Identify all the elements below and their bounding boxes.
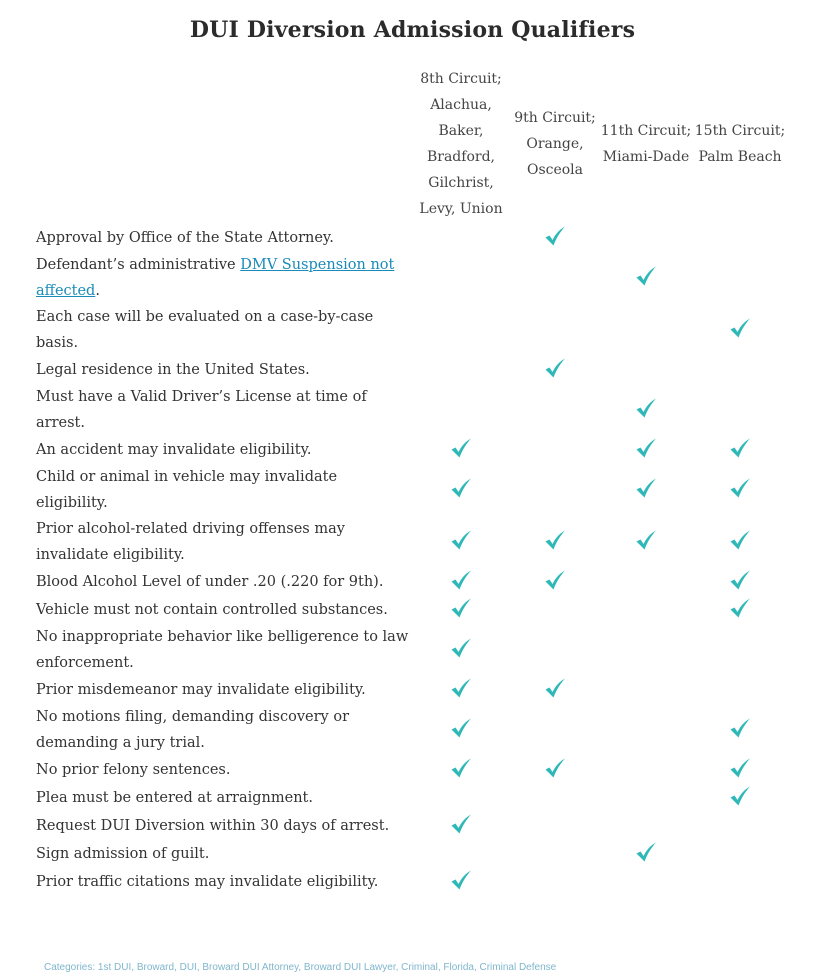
table-row (36, 840, 788, 868)
criterion-cell (36, 840, 412, 868)
check-cell (412, 868, 510, 896)
criterion-cell (36, 596, 412, 624)
table-row (36, 436, 788, 464)
criterion-cell (36, 464, 412, 516)
check-cell (510, 304, 600, 356)
criterion-text: Request DUI Diversion within 30 days of arrest. (36, 818, 390, 834)
criterion-text-end: . (95, 283, 100, 299)
check-cell (600, 356, 692, 384)
checkmark-icon (449, 676, 473, 700)
check-cell (412, 624, 510, 676)
checkmark-icon (449, 568, 473, 592)
check-cell (600, 464, 692, 516)
criterion-text: Defendant’s administrative (36, 257, 241, 273)
checkmark-icon (449, 756, 473, 780)
categories-footer: Categories: 1st DUI, Broward, DUI, Broward DUI Attorney, Broward DUI Lawyer, Criminal, Florida, Criminal Defense (44, 962, 557, 973)
criterion-text: No motions filing, demanding discovery or demanding a jury trial. (36, 709, 349, 751)
checkmark-icon (449, 528, 473, 552)
check-cell (412, 304, 510, 356)
qualifiers-table (36, 66, 788, 896)
checkmark-icon (449, 636, 473, 660)
criterion-cell (36, 756, 412, 784)
check-cell (510, 624, 600, 676)
table-row (36, 304, 788, 356)
checkmark-icon (634, 396, 658, 420)
check-cell (412, 464, 510, 516)
check-cell (600, 568, 692, 596)
page-title: DUI Diversion Admission Qualifiers (189, 17, 636, 43)
criterion-cell (36, 436, 412, 464)
check-cell (600, 436, 692, 464)
check-cell (412, 224, 510, 252)
table-header-row (36, 66, 788, 224)
check-cell (510, 516, 600, 568)
check-cell (600, 224, 692, 252)
criterion-text: An accident may invalidate eligibility. (36, 442, 312, 458)
criterion-cell (36, 356, 412, 384)
check-cell (510, 868, 600, 896)
check-cell (600, 756, 692, 784)
check-cell (600, 812, 692, 840)
criterion-cell (36, 252, 412, 304)
table-row (36, 516, 788, 568)
check-cell (510, 784, 600, 812)
check-cell (600, 596, 692, 624)
checkmark-icon (449, 812, 473, 836)
checkmark-icon (634, 476, 658, 500)
check-cell (412, 516, 510, 568)
check-cell (510, 356, 600, 384)
criterion-text: Each case will be evaluated on a case-by-case basis. (36, 309, 374, 351)
criterion-text: Vehicle must not contain controlled substances. (36, 602, 388, 618)
criterion-text: Child or animal in vehicle may invalidate eligibility. (36, 469, 338, 511)
check-cell (412, 756, 510, 784)
table-row (36, 784, 788, 812)
criterion-text: Prior misdemeanor may invalidate eligibility. (36, 682, 366, 698)
check-cell (412, 384, 510, 436)
checkmark-icon (543, 676, 567, 700)
check-cell (510, 596, 600, 624)
checkmark-icon (449, 596, 473, 620)
check-cell (510, 704, 600, 756)
criterion-cell (36, 624, 412, 676)
check-cell (510, 568, 600, 596)
column-header-8th-circuit: 8th Circuit; Alachua, Baker, Bradford, Gilchrist, Levy, Union (419, 71, 503, 217)
table-row (36, 568, 788, 596)
criterion-cell (36, 384, 412, 436)
checkmark-icon (449, 868, 473, 892)
table-row (36, 704, 788, 756)
check-cell (692, 252, 788, 304)
criterion-cell (36, 676, 412, 704)
check-cell (600, 840, 692, 868)
criterion-cell (36, 704, 412, 756)
checkmark-icon (543, 528, 567, 552)
check-cell (412, 812, 510, 840)
table-row (36, 384, 788, 436)
check-cell (692, 516, 788, 568)
check-cell (510, 676, 600, 704)
check-cell (600, 384, 692, 436)
criterion-cell (36, 868, 412, 896)
criterion-cell (36, 568, 412, 596)
dmv-suspension-link[interactable]: DMV Suspension not affected (36, 257, 395, 299)
table-row (36, 868, 788, 896)
check-cell (412, 784, 510, 812)
criteria-column-header (36, 66, 412, 224)
criterion-cell (36, 516, 412, 568)
table-row (36, 596, 788, 624)
check-cell (412, 596, 510, 624)
checkmark-icon (728, 716, 752, 740)
check-cell (412, 436, 510, 464)
checkmark-icon (728, 784, 752, 808)
check-cell (412, 568, 510, 596)
criterion-text: Must have a Valid Driver’s License at time of arrest. (36, 389, 367, 431)
checkmark-icon (449, 476, 473, 500)
table-row (36, 464, 788, 516)
checkmark-icon (449, 716, 473, 740)
checkmark-icon (728, 528, 752, 552)
criterion-text: Blood Alcohol Level of under .20 (.220 for 9th). (36, 574, 384, 590)
check-cell (692, 596, 788, 624)
check-cell (692, 384, 788, 436)
checkmark-icon (543, 756, 567, 780)
table-body (36, 224, 788, 896)
criterion-cell (36, 784, 412, 812)
check-cell (600, 252, 692, 304)
checkmark-icon (543, 568, 567, 592)
criterion-text: Prior alcohol-related driving offenses may invalidate eligibility. (36, 521, 345, 563)
check-cell (600, 304, 692, 356)
check-cell (692, 784, 788, 812)
check-cell (692, 756, 788, 784)
check-cell (692, 704, 788, 756)
criterion-text: Approval by Office of the State Attorney. (36, 230, 334, 246)
checkmark-icon (634, 436, 658, 460)
table-row (36, 812, 788, 840)
check-cell (600, 784, 692, 812)
check-cell (692, 840, 788, 868)
check-cell (412, 252, 510, 304)
table-row (36, 224, 788, 252)
table-row (36, 624, 788, 676)
check-cell (692, 568, 788, 596)
check-cell (692, 464, 788, 516)
criterion-text: Prior traffic citations may invalidate eligibility. (36, 874, 379, 890)
criterion-cell (36, 224, 412, 252)
check-cell (510, 464, 600, 516)
check-cell (692, 436, 788, 464)
criterion-text: Legal residence in the United States. (36, 362, 310, 378)
criterion-text: No inappropriate behavior like belligerence to law enforcement. (36, 629, 409, 671)
check-cell (600, 704, 692, 756)
checkmark-icon (728, 316, 752, 340)
table-row (36, 252, 788, 304)
check-cell (412, 676, 510, 704)
checkmark-icon (728, 596, 752, 620)
checkmark-icon (543, 356, 567, 380)
column-header-15th-circuit: 15th Circuit; Palm Beach (694, 123, 786, 165)
criterion-text: Sign admission of guilt. (36, 846, 210, 862)
checkmark-icon (449, 436, 473, 460)
checkmark-icon (634, 264, 658, 288)
check-cell (692, 224, 788, 252)
check-cell (692, 868, 788, 896)
criterion-text: Plea must be entered at arraignment. (36, 790, 313, 806)
check-cell (510, 384, 600, 436)
criterion-cell (36, 812, 412, 840)
check-cell (510, 840, 600, 868)
check-cell (412, 704, 510, 756)
check-cell (510, 756, 600, 784)
criterion-text: No prior felony sentences. (36, 762, 231, 778)
check-cell (600, 516, 692, 568)
table-row (36, 676, 788, 704)
checkmark-icon (728, 756, 752, 780)
check-cell (412, 840, 510, 868)
check-cell (692, 624, 788, 676)
check-cell (692, 676, 788, 704)
check-cell (510, 224, 600, 252)
checkmark-icon (634, 840, 658, 864)
check-cell (510, 436, 600, 464)
check-cell (510, 252, 600, 304)
check-cell (692, 304, 788, 356)
checkmark-icon (634, 528, 658, 552)
column-header-9th-circuit: 9th Circuit; Orange, Osceola (514, 110, 596, 178)
check-cell (510, 812, 600, 840)
checkmark-icon (728, 476, 752, 500)
check-cell (692, 356, 788, 384)
table-row (36, 756, 788, 784)
checkmark-icon (728, 436, 752, 460)
table-row (36, 356, 788, 384)
checkmark-icon (728, 568, 752, 592)
check-cell (600, 676, 692, 704)
check-cell (412, 356, 510, 384)
check-cell (692, 812, 788, 840)
check-cell (600, 868, 692, 896)
checkmark-icon (543, 224, 567, 248)
column-header-11th-circuit: 11th Circuit; Miami-Dade (600, 123, 692, 165)
check-cell (600, 624, 692, 676)
criterion-cell (36, 304, 412, 356)
